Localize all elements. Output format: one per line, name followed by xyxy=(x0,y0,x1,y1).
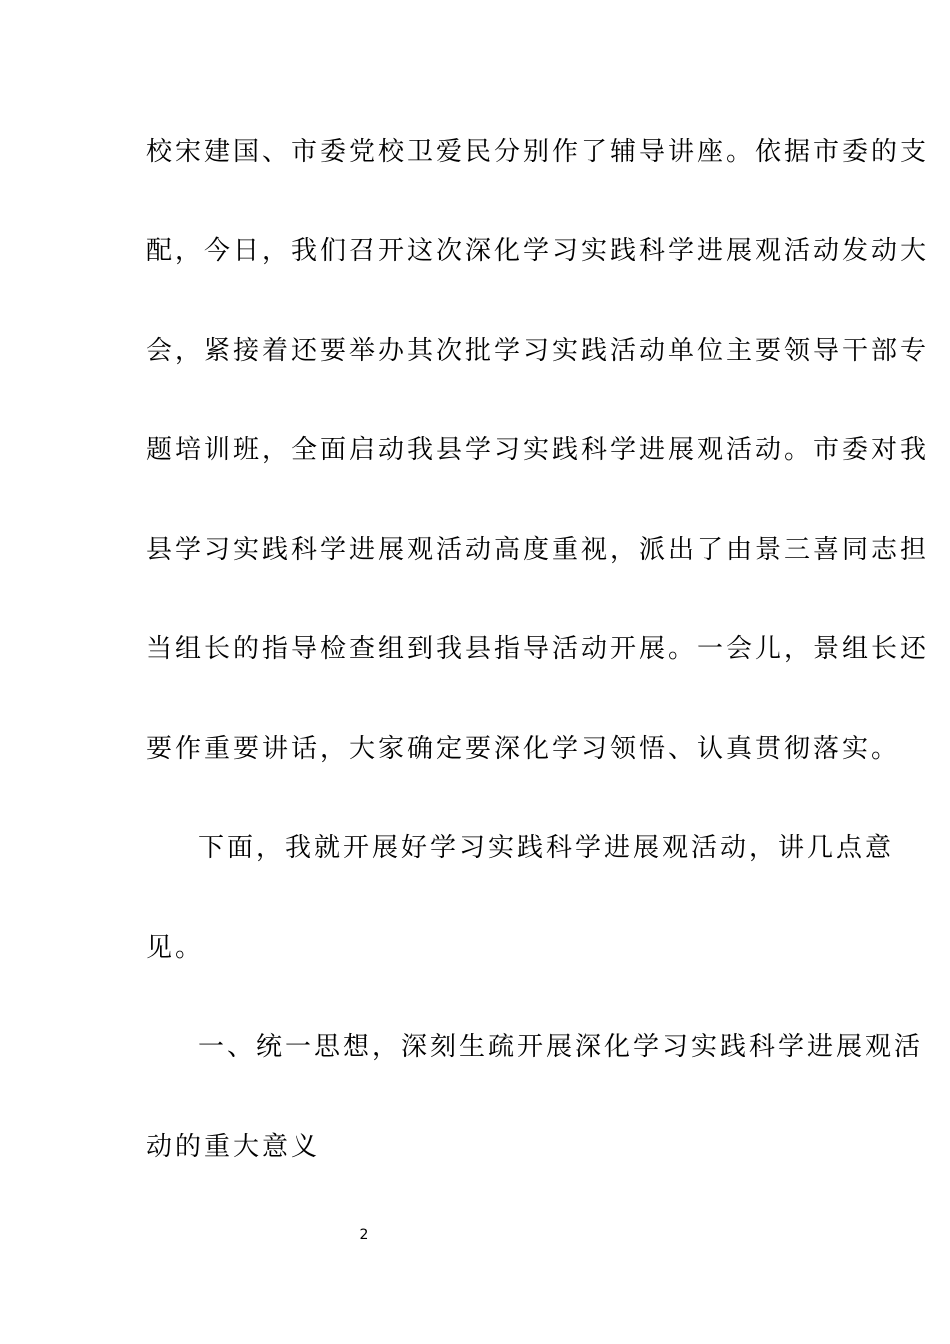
text-line: 配，今日，我们召开这次深化学习实践科学进展观活动发动大 xyxy=(146,236,930,266)
section-heading-line: 动的重大意义 xyxy=(146,1132,321,1162)
text-line: 校宋建国、市委党校卫爱民分别作了辅导讲座。依据市委的支 xyxy=(146,137,930,167)
text-line: 会，紧接着还要举办其次批学习实践活动单位主要领导干部专 xyxy=(146,336,930,366)
section-heading-line: 一、统一思想，深刻生疏开展深化学习实践科学进展观活 xyxy=(198,1032,924,1062)
page-number: 2 xyxy=(359,1227,369,1243)
text-line: 当组长的指导检查组到我县指导活动开展。一会儿，景组长还 xyxy=(146,634,930,664)
paragraph-start-line: 下面，我就开展好学习实践科学进展观活动，讲几点意 xyxy=(198,833,895,863)
text-line: 县学习实践科学进展观活动高度重视，派出了由景三喜同志担 xyxy=(146,535,930,565)
text-line: 要作重要讲话，大家确定要深化学习领悟、认真贯彻落实。 xyxy=(146,734,901,764)
text-line: 见。 xyxy=(146,933,205,963)
text-line: 题培训班，全面启动我县学习实践科学进展观活动。市委对我 xyxy=(146,435,930,465)
